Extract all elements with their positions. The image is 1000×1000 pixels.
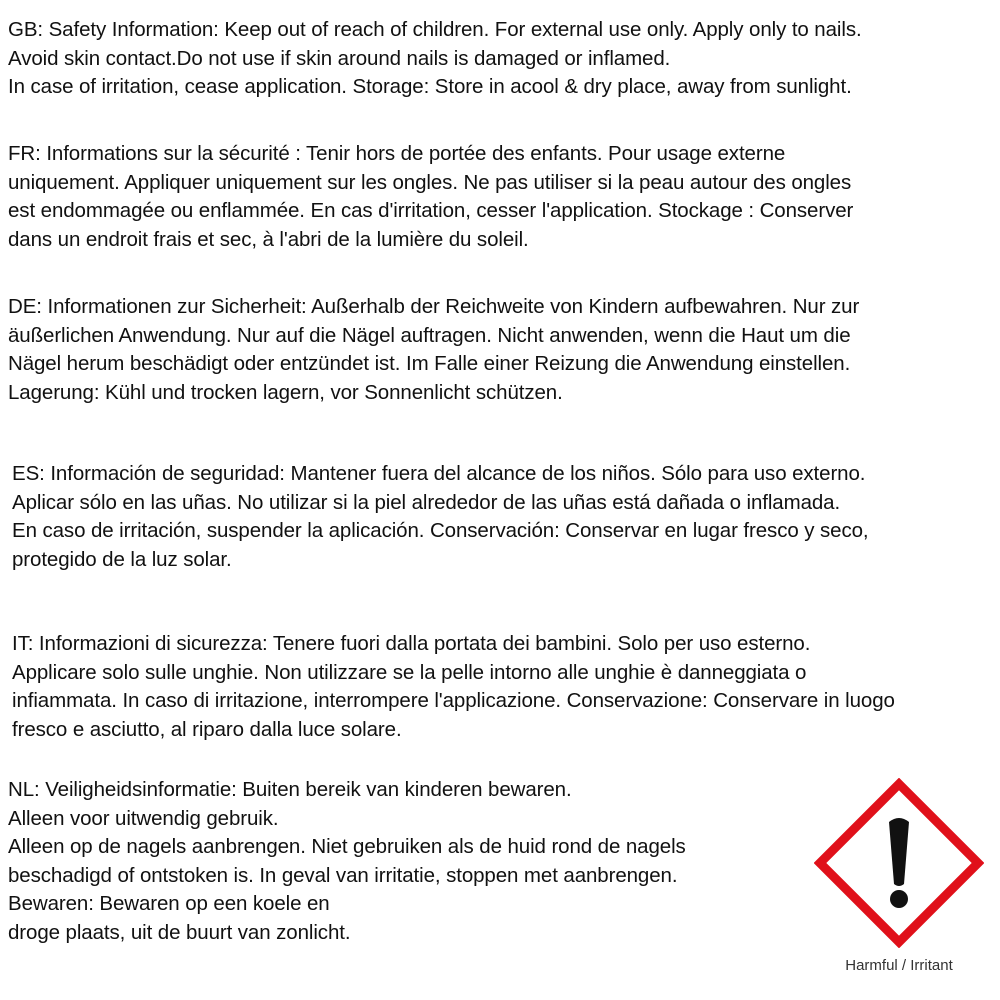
it-line: Applicare solo sulle unghie. Non utilizzare se la pelle intorno alle unghie è danneggiata o — [12, 660, 807, 684]
gb-line: In case of irritation, cease application. Storage: Store in acool & dry place, away from sunlight. — [8, 75, 852, 98]
it-line: fresco e asciutto, al riparo dalla luce solare. — [12, 717, 402, 741]
it-line: infiammata. In caso di irritazione, interrompere l'applicazione. Conservazione: Conservare in luogo — [12, 689, 895, 712]
it-line: IT: Informazioni di sicurezza: Tenere fuori dalla portata dei bambini. Solo per uso esterno. — [12, 632, 811, 655]
exclamation-dot — [890, 890, 908, 908]
es-line: En caso de irritación, suspender la aplicación. Conservación: Conservar en lugar fresco y seco, — [12, 519, 869, 542]
nl-line: Bewaren: Bewaren op een koele en — [8, 892, 330, 915]
section-gb — [8, 16, 862, 102]
fr-line: est endommagée ou enflammée. En cas d'irritation, cesser l'application. Stockage : Conserver — [8, 199, 854, 222]
de-line: DE: Informationen zur Sicherheit: Außerhalb der Reichweite von Kindern aufbewahren. Nur zur — [8, 295, 860, 318]
section-nl — [8, 776, 686, 947]
de-line: äußerlichen Anwendung. Nur auf die Nägel auftragen. Nicht anwenden, wenn die Haut um die — [8, 323, 851, 347]
de-line: Lagerung: Kühl und trocken lagern, vor Sonnenlicht schützen. — [8, 380, 563, 404]
hazard-label: Harmful / Irritant — [845, 957, 953, 974]
section-de — [8, 293, 859, 407]
exclamation-mark-hazard-icon — [814, 778, 984, 948]
gb-line: GB: Safety Information: Keep out of reach of children. For external use only. Apply only to nails. — [8, 18, 862, 41]
fr-line: FR: Informations sur la sécurité : Tenir hors de portée des enfants. Pour usage externe — [8, 142, 786, 165]
nl-line: droge plaats, uit de buurt van zonlicht. — [8, 920, 351, 944]
de-line: Nägel herum beschädigt oder entzündet ist. Im Falle einer Reizung die Anwendung einstellen. — [8, 352, 851, 375]
es-line: protegido de la luz solar. — [12, 547, 232, 571]
section-es — [12, 460, 869, 574]
fr-line: uniquement. Appliquer uniquement sur les ongles. Ne pas utiliser si la peau autour des ongles — [8, 170, 852, 194]
nl-line: NL: Veiligheidsinformatie: Buiten bereik van kinderen bewaren. — [8, 778, 572, 801]
section-fr — [8, 140, 853, 254]
es-line: ES: Información de seguridad: Mantener fuera del alcance de los niños. Sólo para uso externo. — [12, 462, 866, 485]
nl-line: beschadigd of ontstoken is. In geval van irritatie, stoppen met aanbrengen. — [8, 863, 678, 887]
fr-line: dans un endroit frais et sec, à l'abri de la lumière du soleil. — [8, 227, 529, 251]
es-line: Aplicar sólo en las uñas. No utilizar si la piel alrededor de las uñas está dañada o inflamada. — [12, 490, 841, 514]
nl-line: Alleen voor uitwendig gebruik. — [8, 806, 279, 830]
nl-line: Alleen op de nagels aanbrengen. Niet gebruiken als de huid rond de nagels — [8, 835, 686, 858]
section-it — [12, 630, 895, 744]
gb-line: Avoid skin contact.Do not use if skin around nails is damaged or inflamed. — [8, 46, 671, 70]
